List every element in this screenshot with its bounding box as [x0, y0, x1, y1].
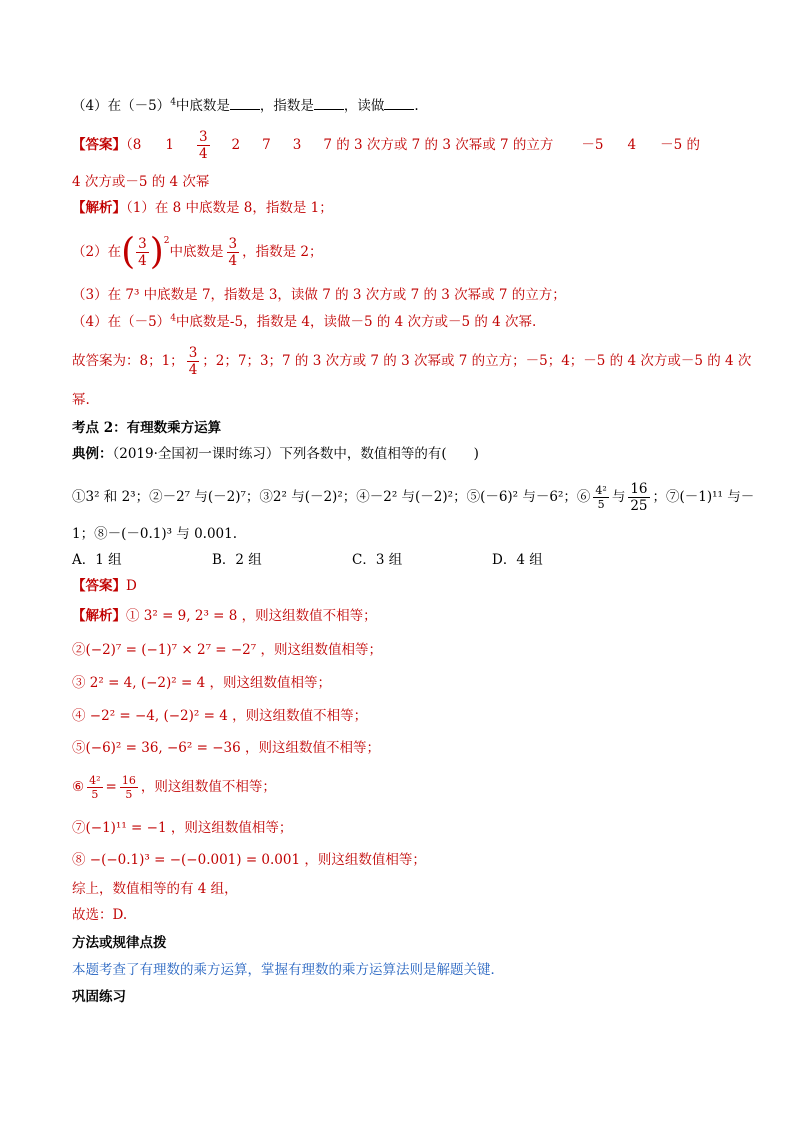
example-items-line-1: ①3² 和 2³；②－2⁷ 与(－2)⁷；③2² 与(－2)²；④－2² 与(－2)²；⑤(－6)² 与－6²；⑥ $\frac{\text{4²}}{5}$ 与 $\frac{16}{25}$ ；⑦(－1)¹¹ 与－: [72, 481, 755, 514]
analysis-2-line-2: ②(−2)⁷ = (−1)⁷ × 2⁷ = −2⁷ ，则这组数值相等；: [72, 642, 382, 658]
analysis-tag: 【解析】: [72, 608, 126, 624]
answer-value: D: [126, 578, 137, 594]
options-row: [72, 550, 734, 570]
analysis-2-line-7: ⑦(−1)¹¹ = −1 ，则这组数值相等；: [72, 820, 293, 836]
answer-tag: 【答案】: [72, 137, 126, 153]
q4-prefix: （4）在（－5）: [72, 98, 171, 114]
blank-2[interactable]: [314, 97, 344, 110]
q4-text: ，指数是: [259, 98, 314, 114]
option-a[interactable]: A．1 组: [72, 552, 122, 568]
answer-value: 7: [262, 137, 271, 153]
blank-3[interactable]: [384, 97, 414, 110]
q4-text: ，读做: [343, 98, 385, 114]
analysis-1-line-3: （3）在 7³ 中底数是 7，指数是 3，读做 7 的 3 次方或 7 的 3 次幂或 7 的立方；: [72, 287, 566, 303]
analysis-1-line-4: （4）在$(-5)^4$中底数是-5，指数是 4，读做－5 的 4 次方或－5 的 4 次幂.: [72, 313, 537, 330]
analysis-2-line-10: 故选：D.: [72, 907, 128, 923]
practice-title: 巩固练习: [72, 989, 126, 1005]
answer-2: [72, 576, 734, 596]
analysis-2-line-6: ⑥ $\frac{\text{4²}}{5}$ = $\frac{16}{5}$ ，则这组数值不相等；: [72, 774, 276, 801]
analysis-1-line-1: 【解析】（1）在 8 中底数是 8，指数是 1；: [72, 200, 333, 216]
analysis-2-line-4: ④ −2² = −4, (−2)² = 4 ，则这组数值不相等；: [72, 708, 368, 724]
section-title: 考点 2：有理数乘方运算: [72, 420, 222, 436]
example-tag: 典例：: [72, 446, 113, 462]
fraction-4sq-over-5: $\frac{\text{4²}}{5}$: [89, 774, 101, 801]
answer-1-continued: 4 次方或－5 的 4 次幂: [72, 174, 210, 190]
example-line: 典例：（2019·全国初一课时练习）下列各数中，数值相等的有( ): [72, 446, 479, 462]
fraction-item-6b: $\frac{16}{25}$: [630, 481, 648, 514]
answer-tag: 【答案】: [72, 578, 126, 594]
method-title: 方法或规律点拨: [72, 935, 167, 951]
answer-value: （8: [126, 137, 142, 153]
q4-exponent: 4: [170, 97, 176, 108]
answer-fraction: $\frac{3}{4}$: [198, 129, 208, 162]
analysis-tag: 【解析】: [72, 200, 126, 216]
question-4: [72, 96, 734, 116]
answer-value: 4: [627, 137, 637, 153]
analysis-1-line-2: （2）在( $\frac{3}{4}$ )$^2$中底数是 $\frac{3}{4}$ ，指数是 2；: [72, 231, 323, 273]
answer-value: －5 的: [660, 137, 700, 153]
option-d[interactable]: D．4 组: [492, 552, 543, 568]
answer-value: 2: [231, 137, 241, 153]
answer-value: －5: [581, 137, 604, 153]
analysis-2-line-9: 综上，数值相等的有 4 组，: [72, 881, 238, 897]
option-b[interactable]: B．2 组: [212, 552, 262, 568]
answer-value: 7 的 3 次方或 7 的 3 次幂或 7 的立方: [323, 137, 554, 153]
fraction-item-6: $\frac{\text{4²}}{5}$: [595, 484, 607, 511]
q4-end: .: [414, 98, 419, 114]
final-answer-1: 故答案为：8；1； $\frac{3}{4}$ ；2；7；3；7 的 3 次方或 7 的 3 次幂或 7 的立方；－5；4；－5 的 4 次方或－5 的 4 次: [72, 345, 752, 378]
analysis-2-line-5: ⑤(−6)² = 36, −6² = −36 ，则这组数值不相等；: [72, 740, 380, 756]
fraction-three-quarters: $\frac{3}{4}$: [228, 236, 238, 269]
analysis-2-line-3: ③ 2² = 4, (−2)² = 4 ，则这组数值相等；: [72, 675, 331, 691]
option-c[interactable]: C．3 组: [352, 552, 403, 568]
example-items-line-2: 1；⑧－(－0.1)³ 与 0.001.: [72, 526, 238, 542]
fraction-three-quarters: $\frac{3}{4}$: [138, 236, 147, 269]
answer-1: [72, 126, 734, 164]
final-answer-1-continued: 幂.: [72, 392, 90, 408]
answer-value: 3: [292, 137, 302, 153]
analysis-2-line-8: ⑧ −(−0.1)³ = −(−0.001) = 0.001 ，则这组数值相等；: [72, 852, 426, 868]
analysis-2-line-1: 【解析】① 3² = 9, 2³ = 8 ，则这组数值不相等；: [72, 608, 377, 624]
q4-text: 中底数是: [175, 98, 230, 114]
answer-value: 1: [165, 137, 174, 153]
blank-1[interactable]: [230, 97, 260, 110]
method-text: 本题考查了有理数的乘方运算，掌握有理数的乘方运算法则是解题关键．: [72, 962, 504, 978]
fraction-three-quarters: $\frac{3}{4}$: [188, 345, 198, 378]
fraction-16-over-5: $\frac{16}{5}$: [121, 774, 136, 801]
